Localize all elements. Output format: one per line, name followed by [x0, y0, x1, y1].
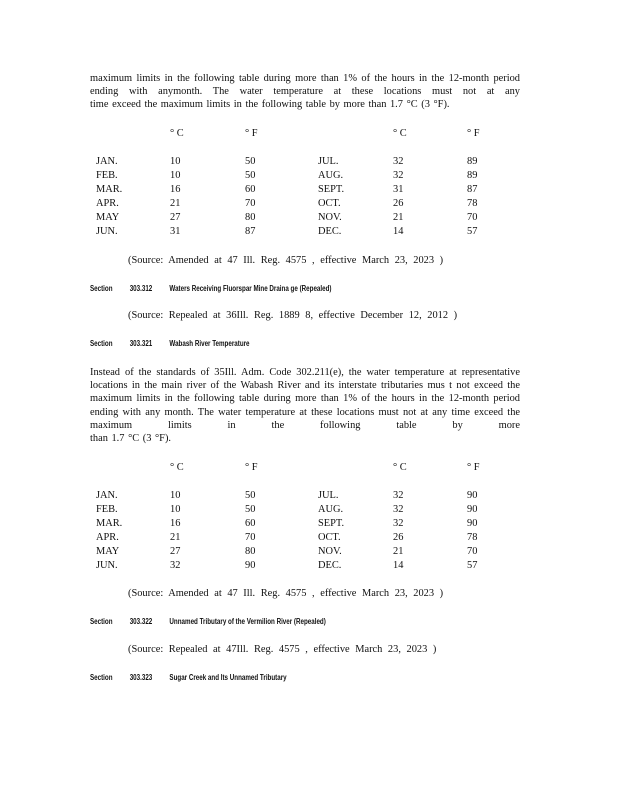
month-cell: JAN. [96, 490, 118, 501]
month-cell: SEPT. [318, 518, 345, 529]
month-cell: NOV. [318, 546, 342, 557]
month-cell: DEC. [318, 560, 342, 571]
fahrenheit-cell: 78 [467, 198, 478, 209]
fahrenheit-cell: 57 [467, 226, 478, 237]
source-note-4: (Source: Repealed at 47Ill. Reg. 4575 , effective March 23, 2023 ) [128, 644, 437, 655]
fahrenheit-cell: 70 [245, 532, 256, 543]
section-heading-303-322 [90, 617, 343, 626]
month-cell: JUL. [318, 490, 339, 501]
section-label: Section [90, 339, 113, 348]
fahrenheit-cell: 87 [245, 226, 256, 237]
section-number: 303.322 [129, 617, 153, 626]
wabash-line-5: locations must not at any time exceed the maximum limits in the following table by more [90, 406, 520, 431]
header-fahrenheit-1: ° F [245, 462, 258, 473]
wabash-paragraph [90, 366, 520, 445]
celsius-cell: 16 [170, 518, 181, 529]
header-celsius-2: ° C [393, 462, 407, 473]
fahrenheit-cell: 80 [245, 546, 256, 557]
section-number: 303.321 [129, 339, 153, 348]
celsius-cell: 32 [393, 156, 404, 167]
month-cell: OCT. [318, 532, 341, 543]
section-heading-303-321 [90, 339, 267, 348]
intro-paragraph [90, 72, 520, 112]
section-title: Wabash River Temperature [169, 339, 250, 348]
table-row [0, 226, 618, 239]
section-heading-303-312 [90, 284, 349, 293]
celsius-cell: 10 [170, 490, 181, 501]
month-cell: APR. [96, 198, 119, 209]
celsius-cell: 32 [170, 560, 181, 571]
celsius-cell: 10 [170, 504, 181, 515]
table-row [0, 504, 618, 517]
celsius-cell: 32 [393, 504, 404, 515]
celsius-cell: 21 [170, 198, 181, 209]
month-cell: FEB. [96, 504, 118, 515]
section-title: Sugar Creek and Its Unnamed Tributary [169, 673, 287, 682]
month-cell: JAN. [96, 156, 118, 167]
section-label: Section [90, 673, 113, 682]
table-row [0, 532, 618, 545]
header-celsius-1: ° C [170, 128, 184, 139]
month-cell: NOV. [318, 212, 342, 223]
source-note-2: (Source: Repealed at 36Ill. Reg. 1889 8, effective December 12, 2012 ) [128, 310, 458, 321]
table-header [0, 462, 618, 475]
month-cell: FEB. [96, 170, 118, 181]
fahrenheit-cell: 50 [245, 490, 256, 501]
month-cell: DEC. [318, 226, 342, 237]
month-cell: APR. [96, 532, 119, 543]
fahrenheit-cell: 78 [467, 532, 478, 543]
month-cell: AUG. [318, 504, 344, 515]
celsius-cell: 21 [393, 212, 404, 223]
fahrenheit-cell: 50 [245, 156, 256, 167]
celsius-cell: 16 [170, 184, 181, 195]
celsius-cell: 32 [393, 518, 404, 529]
wabash-line-4: hours in the 12-month period ending with any month. The water temperature at these [90, 393, 520, 418]
fahrenheit-cell: 89 [467, 170, 478, 181]
celsius-cell: 21 [170, 532, 181, 543]
intro-line-3: time exceed the maximum limits in the following table by more than 1.7 °C (3 °F). [90, 99, 450, 111]
header-fahrenheit-2: ° F [467, 462, 480, 473]
source-note-1: (Source: Amended at 47 Ill. Reg. 4575 , effective March 23, 2023 ) [128, 255, 444, 266]
celsius-cell: 31 [170, 226, 181, 237]
month-cell: MAY [96, 546, 120, 557]
header-fahrenheit-1: ° F [245, 128, 258, 139]
month-cell: MAR. [96, 184, 123, 195]
section-number: 303.323 [129, 673, 153, 682]
table-row [0, 546, 618, 559]
table-header [0, 128, 618, 141]
fahrenheit-cell: 90 [467, 490, 478, 501]
fahrenheit-cell: 57 [467, 560, 478, 571]
month-cell: AUG. [318, 170, 344, 181]
table-row [0, 560, 618, 573]
fahrenheit-cell: 90 [467, 504, 478, 515]
fahrenheit-cell: 60 [245, 184, 256, 195]
intro-line-2: period ending with anymonth. The water temperature at these locations must not at any [90, 73, 520, 98]
celsius-cell: 21 [393, 546, 404, 557]
wabash-line-3: mus t not exceed the maximum limits in the following table during more than 1% of the [90, 380, 520, 405]
intro-line-1: maximum limits in the following table during more than 1% of the hours in the 12-month [90, 73, 490, 84]
header-celsius-1: ° C [170, 462, 184, 473]
table-row [0, 212, 618, 225]
fahrenheit-cell: 70 [467, 546, 478, 557]
table-row [0, 156, 618, 169]
section-label: Section [90, 617, 113, 626]
fahrenheit-cell: 89 [467, 156, 478, 167]
fahrenheit-cell: 90 [467, 518, 478, 529]
celsius-cell: 32 [393, 170, 404, 181]
source-note-3: (Source: Amended at 47 Ill. Reg. 4575 , effective March 23, 2023 ) [128, 588, 444, 599]
fahrenheit-cell: 60 [245, 518, 256, 529]
section-label: Section [90, 284, 113, 293]
wabash-line-2: representative locations in the main river of the Wabash River and its interstate tributaries [90, 367, 520, 392]
fahrenheit-cell: 50 [245, 504, 256, 515]
section-heading-303-323 [90, 673, 304, 682]
wabash-line-1: Instead of the standards of 35Ill. Adm. Code 302.211(e), the water temperature at [90, 367, 457, 378]
fahrenheit-cell: 70 [245, 198, 256, 209]
celsius-cell: 26 [393, 532, 404, 543]
celsius-cell: 27 [170, 212, 181, 223]
month-cell: JUL. [318, 156, 339, 167]
section-number: 303.312 [129, 284, 153, 293]
celsius-cell: 10 [170, 170, 181, 181]
table-row [0, 490, 618, 503]
fahrenheit-cell: 80 [245, 212, 256, 223]
celsius-cell: 14 [393, 226, 404, 237]
celsius-cell: 27 [170, 546, 181, 557]
celsius-cell: 26 [393, 198, 404, 209]
fahrenheit-cell: 90 [245, 560, 256, 571]
header-celsius-2: ° C [393, 128, 407, 139]
fahrenheit-cell: 87 [467, 184, 478, 195]
month-cell: MAY [96, 212, 120, 223]
header-fahrenheit-2: ° F [467, 128, 480, 139]
table-row [0, 198, 618, 211]
celsius-cell: 31 [393, 184, 404, 195]
section-title: Unnamed Tributary of the Vermilion River (Repealed) [169, 617, 326, 626]
table-row [0, 518, 618, 531]
month-cell: JUN. [96, 560, 118, 571]
celsius-cell: 14 [393, 560, 404, 571]
table-row [0, 170, 618, 183]
fahrenheit-cell: 70 [467, 212, 478, 223]
month-cell: MAR. [96, 518, 123, 529]
table-row [0, 184, 618, 197]
fahrenheit-cell: 50 [245, 170, 256, 181]
celsius-cell: 10 [170, 156, 181, 167]
month-cell: JUN. [96, 226, 118, 237]
wabash-line-6: than 1.7 °C (3 °F). [90, 433, 172, 445]
celsius-cell: 32 [393, 490, 404, 501]
month-cell: SEPT. [318, 184, 345, 195]
month-cell: OCT. [318, 198, 341, 209]
section-title: Waters Receiving Fluorspar Mine Draina ge (Repealed) [169, 284, 332, 293]
